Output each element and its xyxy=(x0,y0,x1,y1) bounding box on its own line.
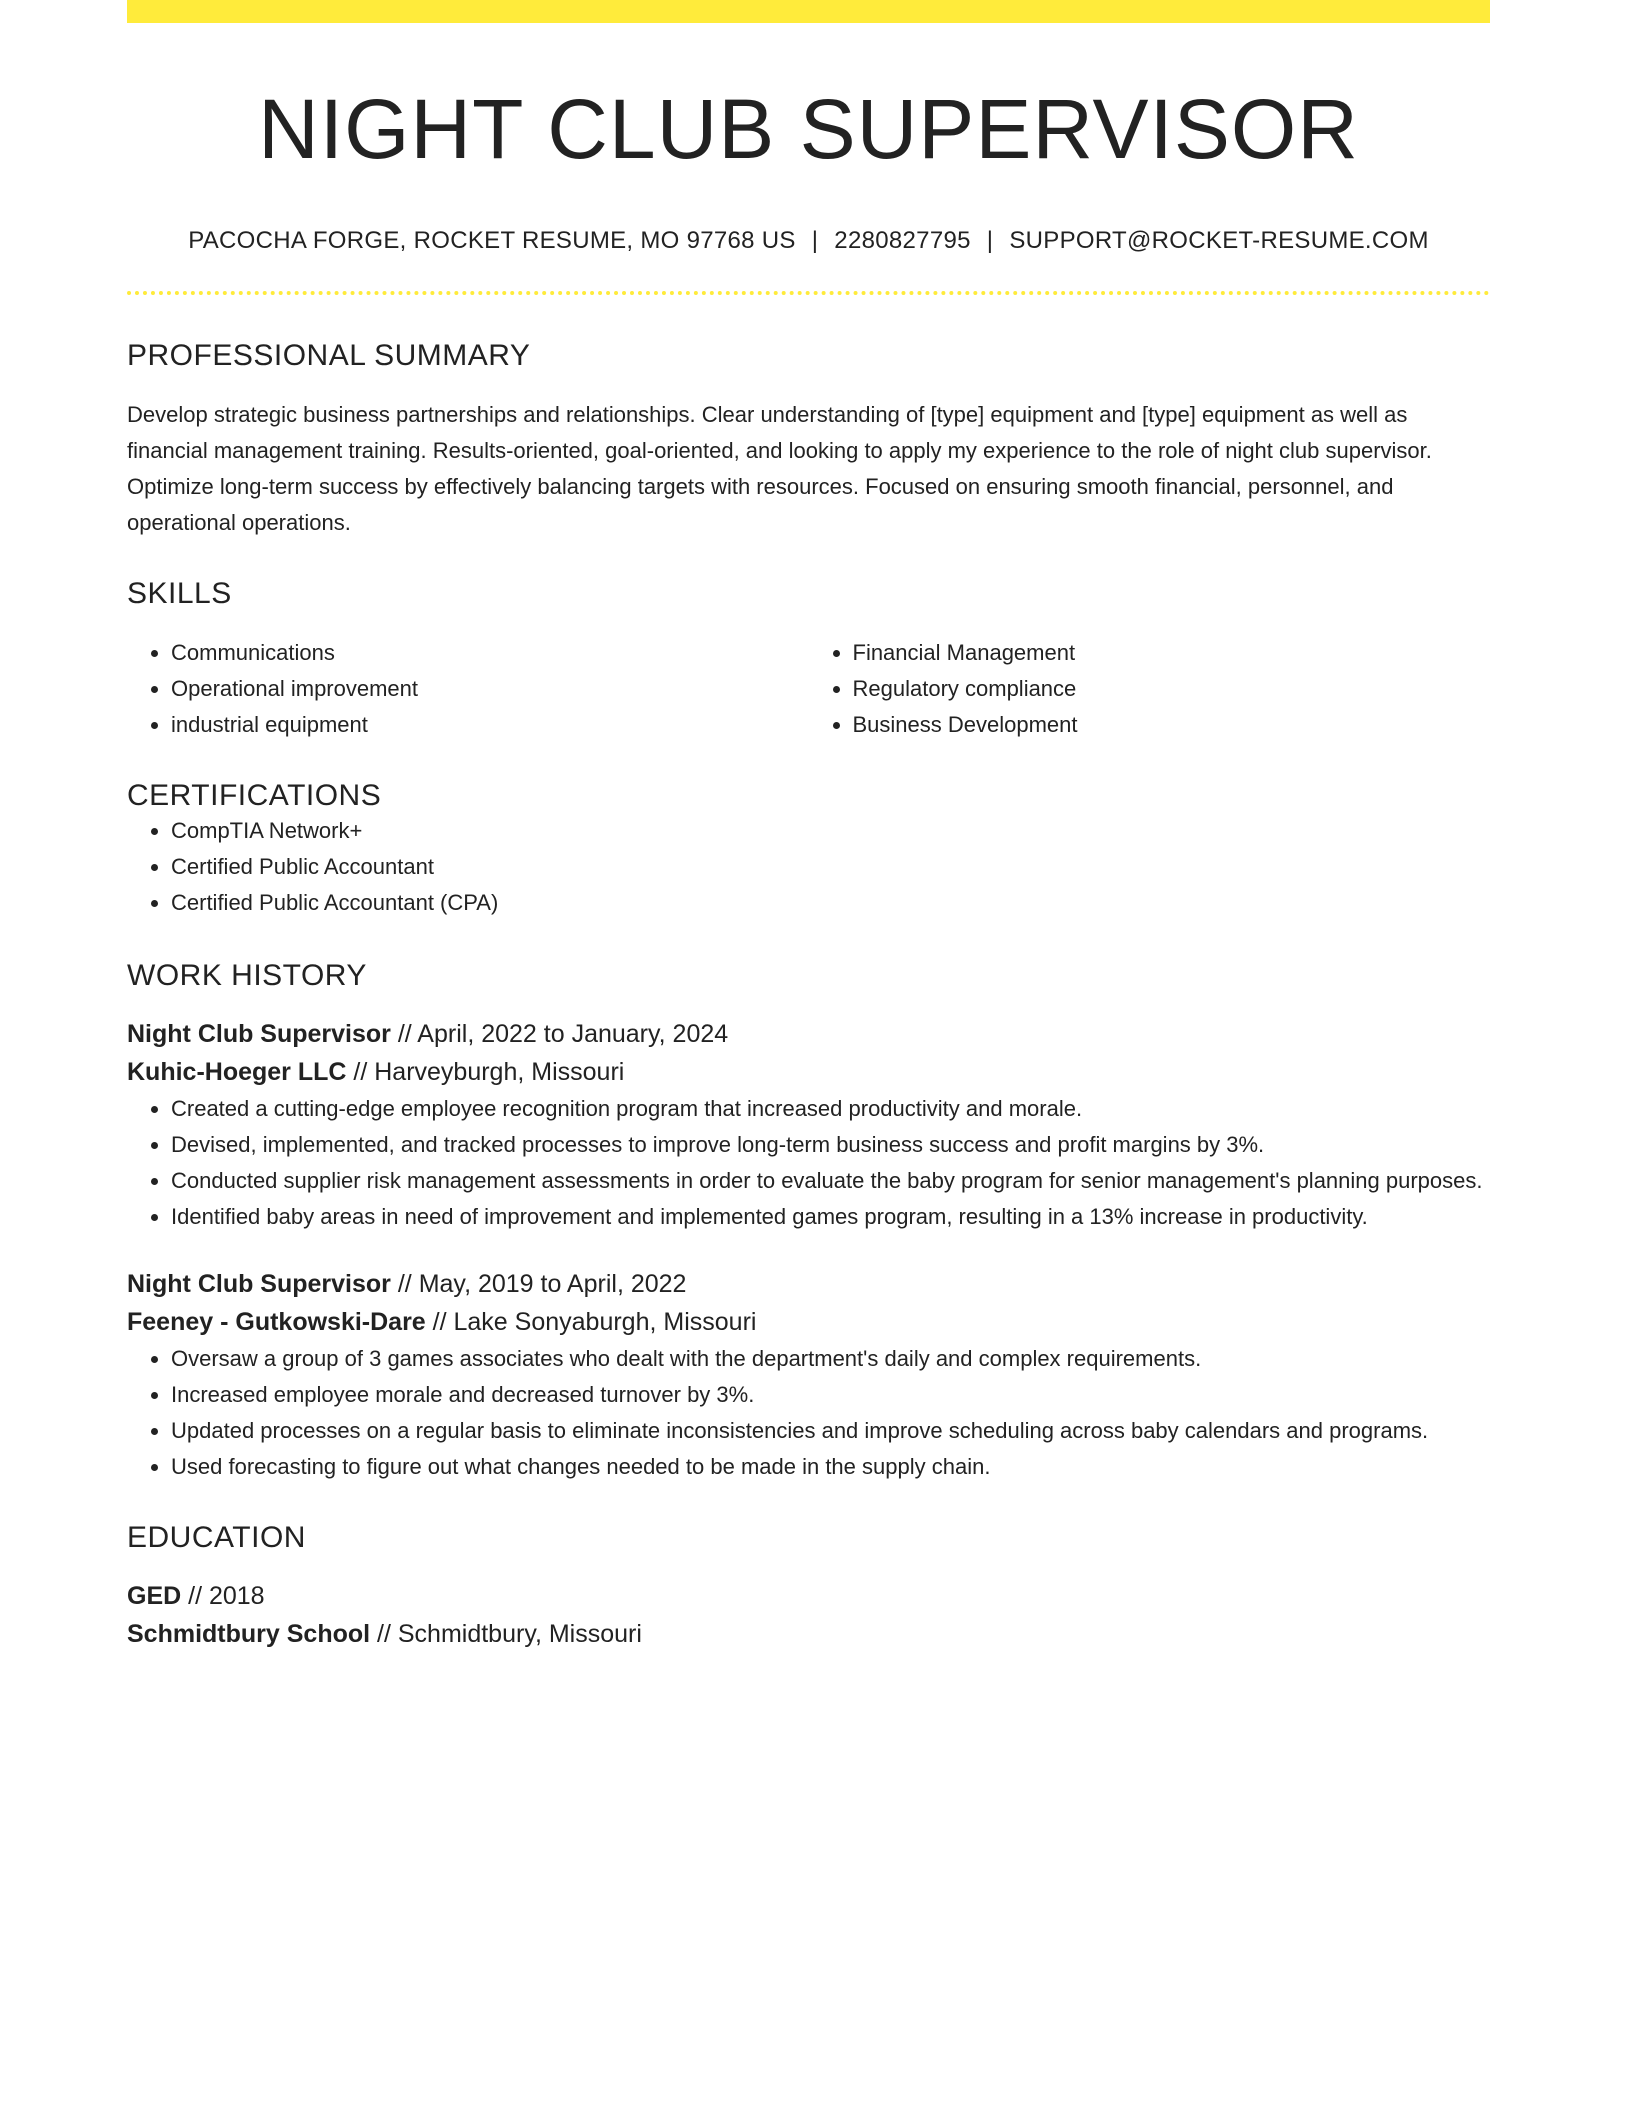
summary-heading: PROFESSIONAL SUMMARY xyxy=(127,339,531,373)
contact-phone: 2280827795 xyxy=(834,227,971,255)
skill-item: • Operational improvement xyxy=(171,671,809,707)
contact-separator: | xyxy=(811,227,819,255)
job-header xyxy=(127,1015,1490,1091)
job-bullet: • Devised, implemented, and tracked processes to improve long-term business success and profit margins by 3%. xyxy=(171,1127,1490,1163)
job-header xyxy=(127,1265,1490,1341)
job-location: // Harveyburgh, Missouri xyxy=(346,1058,625,1087)
job-dates: // May, 2019 to April, 2022 xyxy=(390,1270,687,1299)
work-history-heading: WORK HISTORY xyxy=(127,959,367,993)
education-school-line xyxy=(127,1615,1490,1653)
skills-columns xyxy=(127,635,1490,743)
summary-text: Develop strategic business partnerships and relationships. Clear understanding of [type] equipment and [type] equipment as well as financial management training. Results-oriented, goal-oriented, and looking to apply my experience to the role of night club supervisor. Optimize long-term success by effectively balancing targets with resources. Focused on ensuring smooth financial, personnel, and operational operations. xyxy=(127,402,1432,536)
certifications-list xyxy=(127,813,1490,921)
skill-item: • Communications xyxy=(171,635,809,671)
job-company: Feeney - Gutkowski-Dare xyxy=(127,1308,426,1337)
job-bullet: • Identified baby areas in need of improvement and implemented games program, resulting in a 13% increase in productivity. xyxy=(171,1199,1490,1235)
certification-item: • Certified Public Accountant (CPA) xyxy=(171,885,1490,921)
contact-email: SUPPORT@ROCKET-RESUME.COM xyxy=(1009,227,1429,255)
job-bullet: • Conducted supplier risk management assessments in order to evaluate the baby program for senior management's planning purposes. xyxy=(171,1163,1490,1199)
skills-heading: SKILLS xyxy=(127,577,232,611)
job-bullet: • Oversaw a group of 3 games associates who dealt with the department's daily and complex requirements. xyxy=(171,1341,1490,1377)
job-dates: // April, 2022 to January, 2024 xyxy=(390,1020,729,1049)
contact-address: PACOCHA FORGE, ROCKET RESUME, MO 97768 US xyxy=(188,227,796,255)
skill-item: • Business Development xyxy=(853,707,1491,743)
skill-item: • industrial equipment xyxy=(171,707,809,743)
certifications-heading: CERTIFICATIONS xyxy=(127,779,382,813)
contact-separator: | xyxy=(986,227,994,255)
job-bullet: • Created a cutting-edge employee recognition program that increased productivity and morale. xyxy=(171,1091,1490,1127)
skill-item: • Regulatory compliance xyxy=(853,671,1491,707)
resume-page xyxy=(127,0,1490,1653)
skills-list-right xyxy=(809,635,1491,743)
job-bullets xyxy=(127,1341,1490,1485)
job-bullets xyxy=(127,1091,1490,1235)
certification-item: • CompTIA Network+ xyxy=(171,813,1490,849)
job-bullet: • Used forecasting to figure out what changes needed to be made in the supply chain. xyxy=(171,1449,1490,1485)
education-degree-line xyxy=(127,1577,1490,1615)
job-bullet: • Increased employee morale and decreased turnover by 3%. xyxy=(171,1377,1490,1413)
certification-item: • Certified Public Accountant xyxy=(171,849,1490,885)
job-company-line xyxy=(127,1303,1490,1341)
job-role-line xyxy=(127,1015,1490,1053)
accent-top-bar xyxy=(127,0,1490,23)
skills-list-left xyxy=(127,635,809,743)
education-degree: GED xyxy=(127,1582,182,1611)
job-company: Kuhic-Hoeger LLC xyxy=(127,1058,347,1087)
education-year: // 2018 xyxy=(181,1582,265,1611)
resume-name: NIGHT CLUB SUPERVISOR xyxy=(258,82,1359,176)
job-company-line xyxy=(127,1053,1490,1091)
job-role-line xyxy=(127,1265,1490,1303)
job-bullet: • Updated processes on a regular basis to eliminate inconsistencies and improve scheduling across baby calendars and programs. xyxy=(171,1413,1490,1449)
job-location: // Lake Sonyaburgh, Missouri xyxy=(425,1308,757,1337)
skill-item: • Financial Management xyxy=(853,635,1491,671)
education-entry xyxy=(127,1577,1490,1653)
job-role: Night Club Supervisor xyxy=(127,1020,391,1049)
contact-line xyxy=(127,227,1490,255)
dotted-divider xyxy=(127,291,1490,295)
education-heading: EDUCATION xyxy=(127,1521,306,1555)
education-location: // Schmidtbury, Missouri xyxy=(370,1620,642,1649)
education-school: Schmidtbury School xyxy=(127,1620,371,1649)
job-role: Night Club Supervisor xyxy=(127,1270,391,1299)
